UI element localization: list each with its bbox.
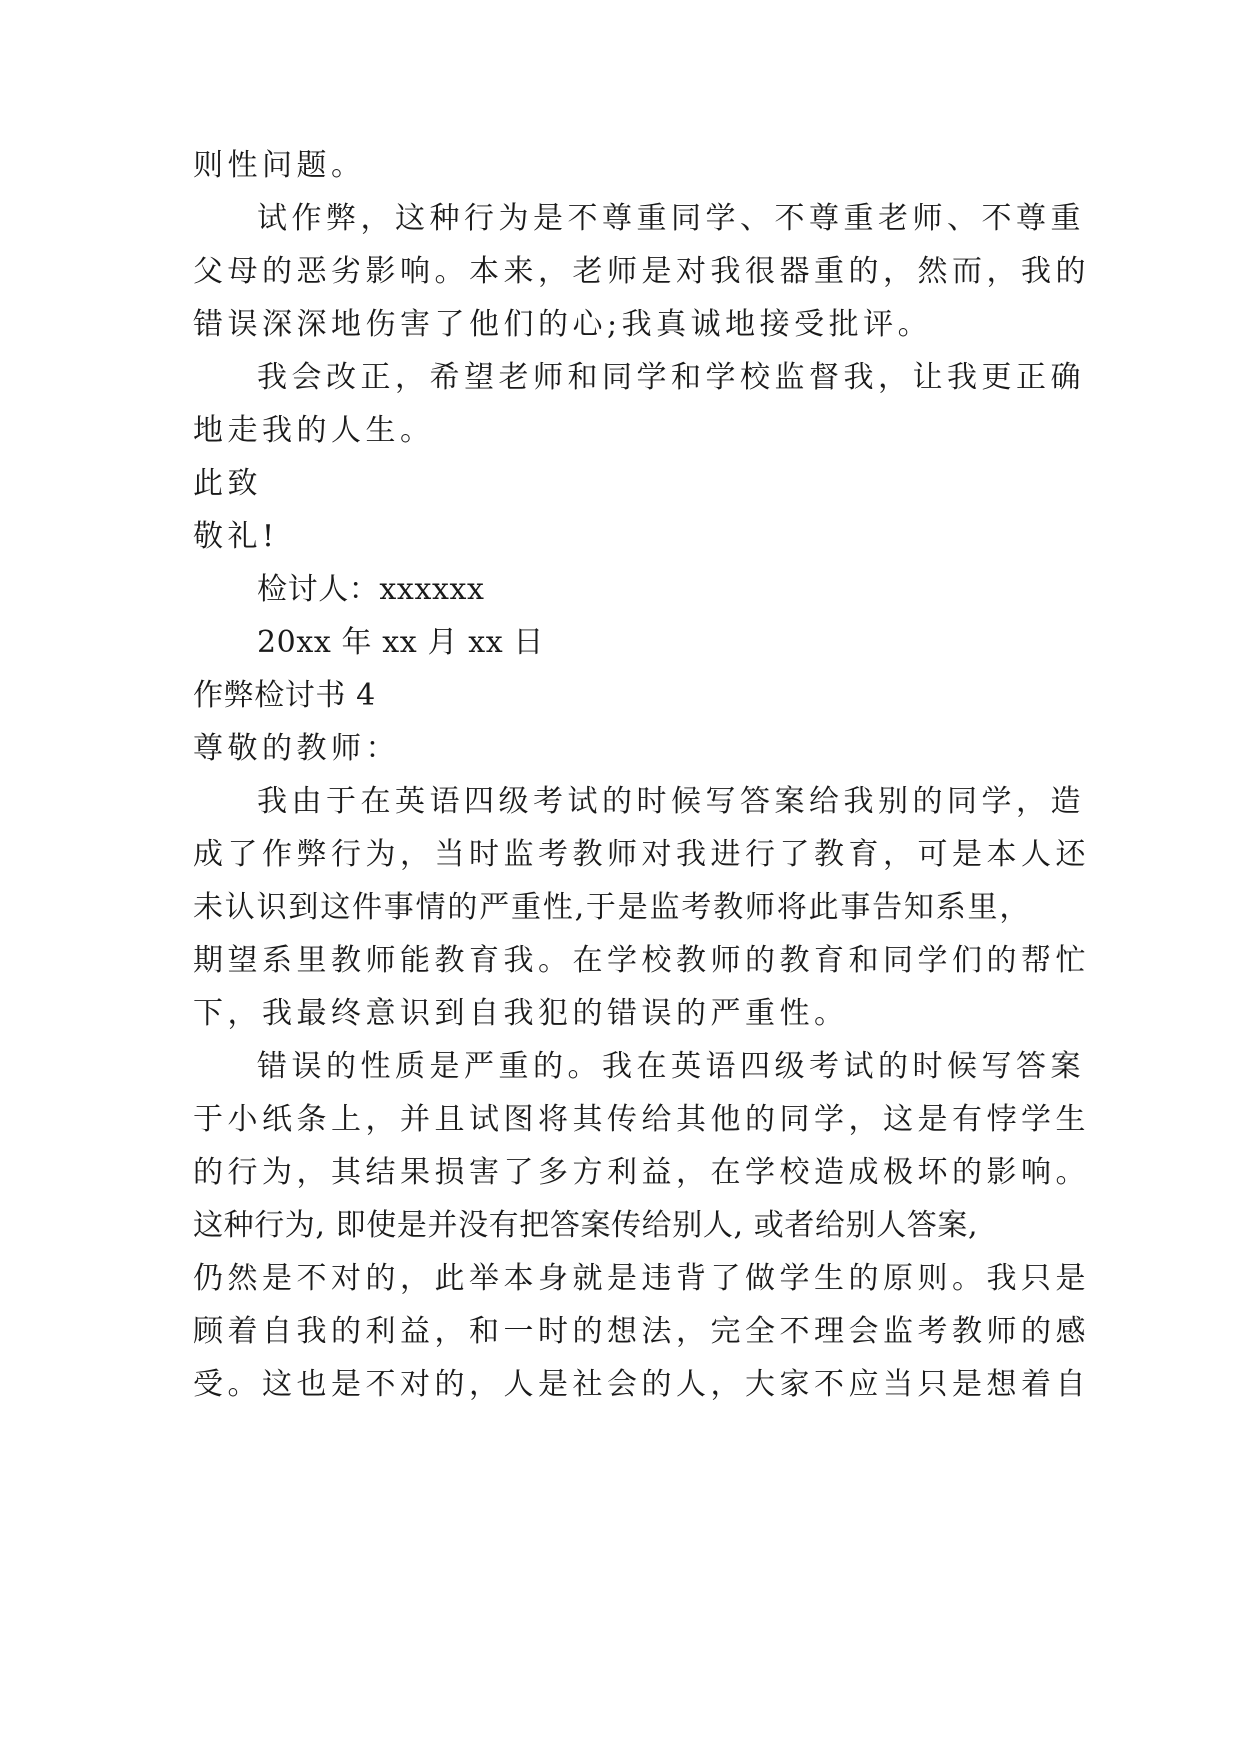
text-line: 地走我的人生。 — [193, 413, 435, 448]
text-line: 未认识到这件事情的严重性,于是监考教师将此事告知系里， — [193, 890, 1032, 925]
text-line: 于小纸条上，并且试图将其传给其他的同学，这是有悖学生 — [193, 1102, 1090, 1137]
text-line: 成了作弊行为，当时监考教师对我进行了教育，可是本人还 — [193, 837, 1090, 872]
section-title: 作弊检讨书 4 — [193, 678, 376, 713]
closing-salutation: 此致 — [193, 466, 262, 501]
paragraph-start-line: 错误的性质是严重的。我在英语四级考试的时候写答案 — [257, 1049, 1085, 1084]
text-line: 期望系里教师能教育我。在学校教师的教育和同学们的帮忙 — [193, 943, 1090, 978]
text-line: 顾着自我的利益，和一时的想法，完全不理会监考教师的感 — [193, 1314, 1090, 1349]
text-line: 受。这也是不对的，人是社会的人，大家不应当只是想着自 — [193, 1367, 1090, 1402]
signature-line: 检讨人：xxxxxx — [257, 572, 485, 607]
date-line: 20xx 年 xx 月 xx 日 — [257, 625, 544, 660]
greeting: 尊敬的教师： — [193, 731, 400, 766]
paragraph-start-line: 试作弊，这种行为是不尊重同学、不尊重老师、不尊重 — [257, 201, 1085, 236]
closing-regards: 敬礼! — [193, 519, 279, 554]
text-line: 父母的恶劣影响。本来，老师是对我很器重的，然而，我的 — [193, 254, 1090, 289]
text-line: 错误深深地伤害了他们的心;我真诚地接受批评。 — [193, 307, 933, 342]
text-line: 下，我最终意识到自我犯的错误的严重性。 — [193, 996, 849, 1031]
text-line: 仍然是不对的，此举本身就是违背了做学生的原则。我只是 — [193, 1261, 1090, 1296]
text-line: 则性问题。 — [193, 148, 366, 183]
text-line: 这种行为, 即使是并没有把答案传给别人, 或者给别人答案, — [193, 1208, 979, 1243]
paragraph-start-line: 我由于在英语四级考试的时候写答案给我别的同学，造 — [257, 784, 1085, 819]
text-line: 的行为，其结果损害了多方利益，在学校造成极坏的影响。 — [193, 1155, 1090, 1190]
paragraph-start-line: 我会改正，希望老师和同学和学校监督我，让我更正确 — [257, 360, 1085, 395]
